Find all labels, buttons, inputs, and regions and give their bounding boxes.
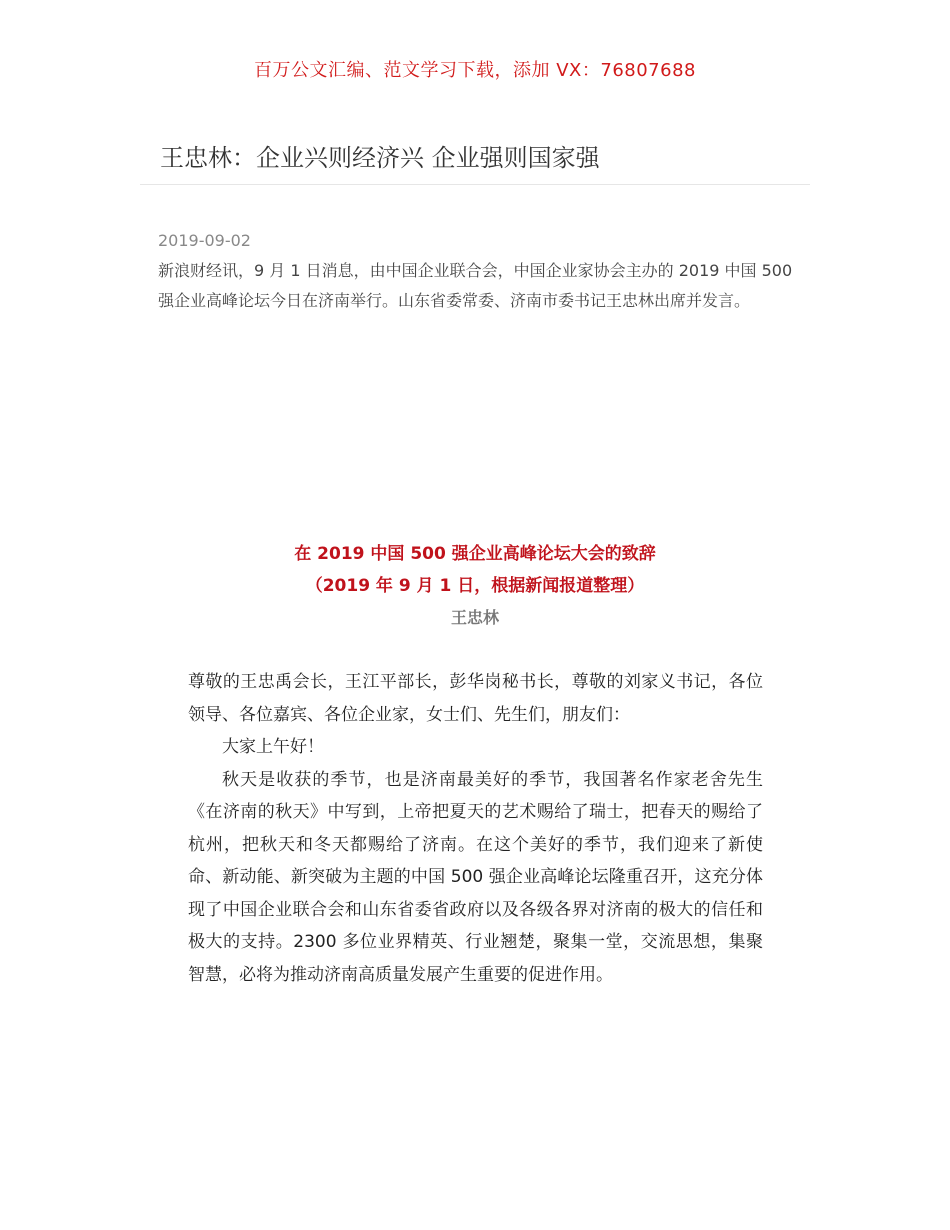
speech-greeting: 大家上午好！ [222,737,324,757]
article-summary: 新浪财经讯，9 月 1 日消息，由中国企业联合会，中国企业家协会主办的 2019 中国 500 强企业高峰论坛今日在济南举行。山东省委常委、济南市委书记王忠林出席并发言。 [158,261,793,310]
speech-body [188,666,763,991]
speech-title-line2: （2019 年 9 月 1 日，根据新闻报道整理） [305,576,645,596]
watermark-banner: 百万公文汇编、范文学习下载，添加 VX：76807688 [254,60,696,81]
speech-paragraph: 秋天是收获的季节，也是济南最美好的季节，我国著名作家老舍先生《在济南的秋天》中写到，上帝把夏天的艺术赐给了瑞士，把春天的赐给了杭州，把秋天和冬天都赐给了济南。在这个美好的季节，我们迎来了新使命、新动能、新突破为主题的中国 500 强企业高峰论坛隆重召开，这充分体现了中国企业联合会和山东省委省政府以及各级各界对济南的极大的信任和极大的支持。2300 多位业界精英、行业翘楚，聚集一堂，交流思想，集聚智慧，必将为推动济南高质量发展产生重要的促进作用。 [188,769,763,985]
title-divider [140,184,810,185]
article-date: 2019-09-02 [158,231,251,250]
speech-header [0,538,950,634]
speech-salutation: 尊敬的王忠禹会长，王江平部长，彭华岗秘书长，尊敬的刘家义书记，各位领导、各位嘉宾、各位企业家，女士们、先生们，朋友们： [188,672,763,725]
article-meta [158,226,798,316]
article-title: 王忠林：企业兴则经济兴 企业强则国家强 [160,144,600,172]
speech-author: 王忠林 [450,608,499,627]
speech-title-line1: 在 2019 中国 500 强企业高峰论坛大会的致辞 [294,544,656,564]
